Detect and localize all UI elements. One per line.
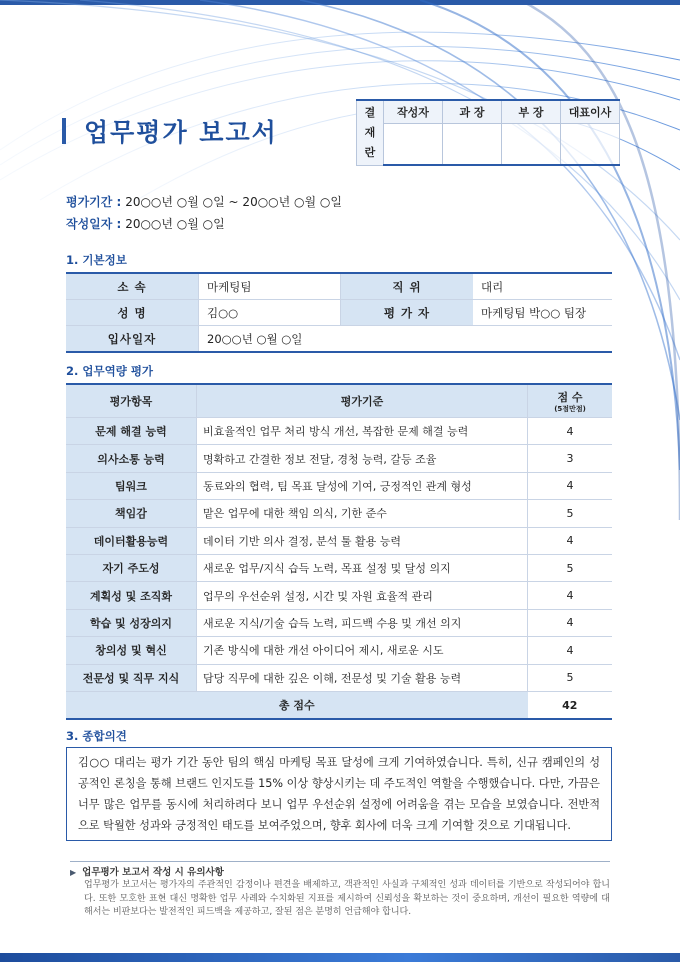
table-row: 계획성 및 조직화 업무의 우선순위 설정, 시간 및 자원 효율적 관리 4 (66, 582, 612, 609)
header-criteria: 평가기준 (197, 384, 528, 418)
page-title-text: 업무평가 보고서 (84, 118, 278, 147)
evaluation-period (66, 193, 342, 210)
table-row: 의사소통 능력 명확하고 간결한 정보 전달, 경청 능력, 갈등 조율 3 (66, 445, 612, 472)
total-row (66, 691, 612, 719)
overall-opinion-box: 김○○ 대리는 평가 기간 동안 팀의 핵심 마케팅 목표 달성에 크게 기여하였습니다. 특히, 신규 캠페인의 성공적인 론칭을 통해 브랜드 인지도를 15% 이상 향상시키는 데 주도적인 역할을 수행했습니다. 다만, 가끔은 너무 많은 업무를 동시에 처리하려다 보니 업무 우선순위 설정에 어려움을 겪는 모습을 보였습니다. 전반적으로 탁월한 성과와 긍정적인 태도를 보여주었으며, 향후 회사에 더욱 크게 기여할 것으로 기대됩니다. (66, 747, 612, 841)
table-row: 전문성 및 직무 지식 담당 직무에 대한 깊은 이해, 전문성 및 기술 활용 능력 5 (66, 664, 612, 691)
dept-value: 마케팅팀 (199, 273, 341, 300)
dept-label: 소 속 (66, 273, 199, 300)
section-basic-info-title: 1. 기본정보 (66, 253, 127, 267)
bottom-accent-bar (0, 953, 680, 962)
total-value: 42 (528, 691, 613, 719)
guidelines-title: ▶ 업무평가 보고서 작성 시 유의사항 (70, 867, 224, 878)
table-row: 책임감 맡은 업무에 대한 책임 의식, 기한 준수 5 (66, 500, 612, 527)
position-label: 직 위 (341, 273, 474, 300)
join-date-value: 20○○년 ○월 ○일 (199, 326, 613, 353)
table-row: 자기 주도성 새로운 업무/지식 습득 노력, 목표 설정 및 달성 의지 5 (66, 554, 612, 581)
table-row: 데이터활용능력 데이터 기반 의사 결정, 분석 툴 활용 능력 4 (66, 527, 612, 554)
writing-guidelines (70, 861, 610, 920)
evaluation-period-value: 20○○년 ○월 ○일 ~ 20○○년 ○월 ○일 (125, 195, 342, 209)
basic-info-table (66, 272, 612, 353)
page-title (62, 113, 278, 149)
table-row: 창의성 및 혁신 기존 방식에 대한 개선 아이디어 제시, 새로운 시도 4 (66, 637, 612, 664)
position-value: 대리 (473, 273, 612, 300)
name-value: 김○○ (199, 300, 341, 326)
signature-box-ceo[interactable] (561, 124, 620, 166)
evaluator-value: 마케팅팀 박○○ 팀장 (473, 300, 612, 326)
join-date-label: 입사일자 (66, 326, 199, 353)
signature-box-section-chief[interactable] (443, 124, 502, 166)
approval-role-writer: 작성자 (384, 100, 443, 124)
total-label: 총 점수 (66, 691, 528, 719)
written-date-label: 작성일자 : (66, 217, 122, 231)
guidelines-body: 업무평가 보고서는 평가자의 주관적인 감정이나 편견을 배제하고, 객관적인 사실과 구체적인 성과 데이터를 기반으로 작성되어야 합니다. 또한 모호한 표현 대신 명확한 업무 사례와 수치화된 지표를 제시하여 신뢰성을 확보하는 것이 중요하며, 개선이 필요한 역량에 대해서는 비판보다는 발전적인 피드백을 제공하고, 잘된 점은 분명히 언급해야 합니다. (84, 880, 610, 917)
title-accent-bar (62, 118, 66, 144)
signature-box-department-head[interactable] (502, 124, 561, 166)
competency-table (66, 383, 612, 720)
signature-box-writer[interactable] (384, 124, 443, 166)
table-row: 문제 해결 능력 비효율적인 업무 처리 방식 개선, 복잡한 문제 해결 능력 4 (66, 418, 612, 445)
approval-role-department-head: 부 장 (502, 100, 561, 124)
written-date-value: 20○○년 ○월 ○일 (125, 217, 225, 231)
header-item: 평가항목 (66, 384, 197, 418)
triangle-bullet-icon: ▶ (70, 868, 77, 877)
header-score: 점 수 (5점만점) (528, 384, 613, 418)
approval-table (356, 99, 620, 166)
evaluator-label: 평 가 자 (341, 300, 474, 326)
header-score-sub: (5점만점) (554, 404, 586, 413)
section-opinion-title: 3. 종합의견 (66, 729, 127, 743)
approval-role-section-chief: 과 장 (443, 100, 502, 124)
approval-role-ceo: 대표이사 (561, 100, 620, 124)
name-label: 성 명 (66, 300, 199, 326)
section-competency-title: 2. 업무역량 평가 (66, 364, 154, 378)
approval-label: 결 재 란 (357, 100, 384, 165)
written-date (66, 215, 225, 232)
table-row: 팀워크 동료와의 협력, 팀 목표 달성에 기여, 긍정적인 관계 형성 4 (66, 472, 612, 499)
table-row: 학습 및 성장의지 새로운 지식/기술 습득 노력, 피드백 수용 및 개선 의지 4 (66, 609, 612, 636)
evaluation-period-label: 평가기간 : (66, 195, 122, 209)
